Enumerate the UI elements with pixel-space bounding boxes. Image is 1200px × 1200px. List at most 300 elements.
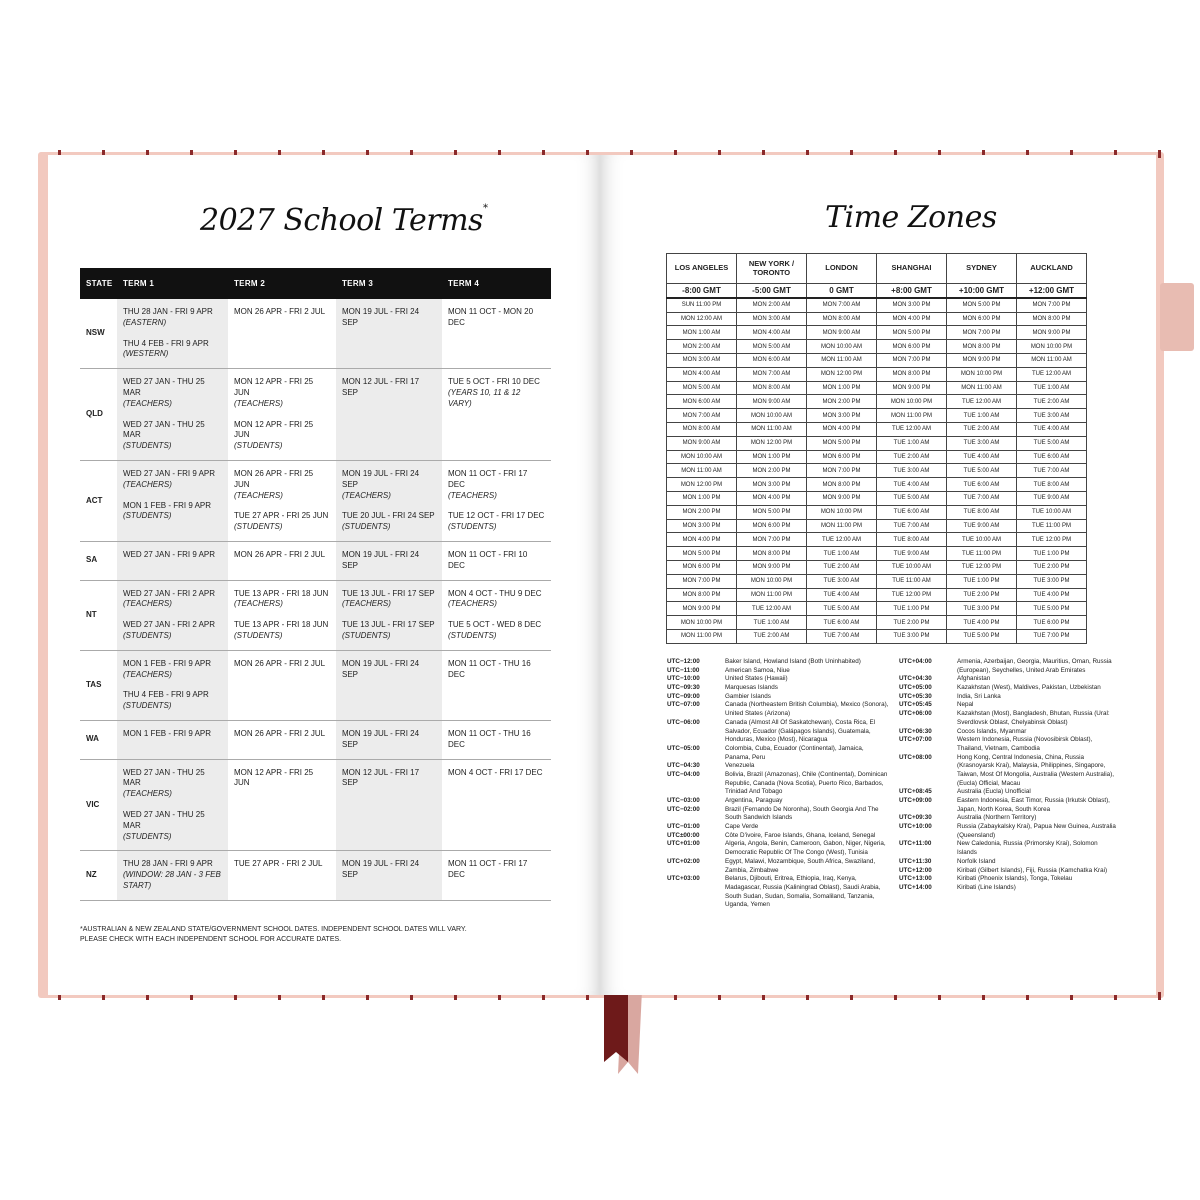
utc-offset: UTC−02:00: [667, 805, 700, 813]
utc-places: Kiribati (Phoenix Islands), Tonga, Tokelau: [957, 875, 1073, 883]
utc-offset: UTC+05:00: [899, 684, 932, 692]
utc-places: Kiribati (Gilbert Islands), Fiji, Russia (Kamchatka Krai): [957, 866, 1108, 874]
time-cell: TUE 8:00 AM: [877, 533, 947, 547]
term-dates: MON 1 FEB - FRI 9 APR: [123, 500, 212, 510]
time-cell: MON 10:00 PM: [737, 574, 807, 588]
term-entry: [342, 469, 436, 501]
term-cell: [442, 759, 551, 851]
utc-offset: UTC+14:00: [899, 883, 932, 891]
time-cell: MON 4:00 PM: [667, 533, 737, 547]
term-note: (STUDENTS): [123, 701, 172, 711]
time-zones-title: Time Zones: [825, 200, 997, 235]
term-entry: [123, 469, 222, 491]
term-note: (STUDENTS): [448, 522, 497, 532]
time-cell: MON 5:00 PM: [667, 547, 737, 561]
term-dates: MON 11 OCT - THU 16 DEC: [448, 658, 531, 679]
term-dates: WED 27 JAN - FRI 9 APR: [123, 468, 216, 478]
time-cell: MON 7:00 AM: [667, 409, 737, 423]
utc-entry: [667, 667, 889, 676]
term-note: (WINDOW: 28 JAN - 3 FEB START): [123, 870, 221, 890]
time-cell: TUE 8:00 AM: [1017, 478, 1087, 492]
term-dates: TUE 27 APR - FRI 25 JUN: [234, 511, 329, 521]
utc-places: Brazil (Fernando De Noronha), South Georgia And The South Sandwich Islands: [725, 805, 879, 822]
term-entry: [123, 339, 222, 361]
term-entry: [123, 690, 222, 712]
term-entry: [342, 620, 436, 642]
time-cell: MON 10:00 AM: [807, 340, 877, 354]
utc-places: Côte D'ivoire, Faroe Islands, Ghana, Iceland, Senegal: [725, 831, 876, 839]
city-header: AUCKLAND: [1017, 254, 1087, 284]
time-cell: MON 3:00 PM: [667, 519, 737, 533]
term-cell: [442, 580, 551, 650]
utc-offset: UTC−07:00: [667, 701, 700, 709]
term-entry: [123, 589, 222, 611]
term-note: (STUDENTS): [234, 630, 283, 640]
school-terms-table: [80, 268, 551, 901]
time-cell: MON 7:00 PM: [877, 353, 947, 367]
utc-entry: [899, 701, 1117, 710]
term-dates: MON 26 APR - FRI 2 JUL: [234, 728, 326, 738]
time-cell: TUE 12:00 PM: [1017, 533, 1087, 547]
time-row: [667, 422, 1087, 436]
school-terms-header-row: [80, 268, 551, 299]
utc-places: Australia (Eucla) Unofficial: [957, 788, 1031, 796]
time-cell: MON 5:00 PM: [947, 298, 1017, 312]
time-cell: MON 3:00 PM: [877, 298, 947, 312]
term-entry: [342, 550, 436, 572]
utc-offset: UTC+07:00: [899, 736, 932, 744]
time-cell: MON 2:00 AM: [737, 298, 807, 312]
time-cell: MON 11:00 PM: [807, 519, 877, 533]
term-dates: MON 11 OCT - MON 20 DEC: [448, 307, 534, 327]
utc-offset: UTC+12:00: [899, 866, 932, 874]
time-row: [667, 381, 1087, 395]
utc-offset: UTC−09:30: [667, 684, 700, 692]
time-row: [667, 353, 1087, 367]
term-cell: [228, 720, 336, 759]
time-cell: TUE 3:00 AM: [947, 436, 1017, 450]
time-zones-city-row: [667, 254, 1087, 284]
utc-places: Canada (Almost All Of Saskatchewan), Costa Rica, El Salvador, Ecuador (Galápagos Islands), Guatemala, Honduras, Mexico (Most), Nicaragua: [725, 718, 876, 744]
time-cell: TUE 3:00 AM: [807, 574, 877, 588]
school-terms-row: [80, 299, 551, 369]
header-term-1: TERM 1: [117, 268, 228, 299]
time-cell: TUE 5:00 AM: [947, 464, 1017, 478]
term-dates: TUE 20 JUL - FRI 24 SEP: [342, 511, 435, 521]
footnote-line-1: *AUSTRALIAN & NEW ZEALAND STATE/GOVERNMENT SCHOOL DATES. INDEPENDENT SCHOOL DATES WILL VARY.: [80, 926, 467, 933]
term-note: (TEACHERS): [234, 599, 283, 609]
time-cell: TUE 12:00 AM: [947, 395, 1017, 409]
utc-entry: [899, 867, 1117, 876]
city-header: NEW YORK / TORONTO: [737, 254, 807, 284]
utc-entry: [899, 797, 1117, 814]
term-note: (STUDENTS): [448, 630, 497, 640]
gmt-offset-cell: +8:00 GMT: [877, 284, 947, 298]
utc-places: Kazakhstan (West), Maldives, Pakistan, Uzbekistan: [957, 684, 1101, 692]
term-cell: [228, 299, 336, 369]
school-terms-title: [200, 203, 487, 238]
term-note: (STUDENTS): [342, 630, 391, 640]
term-dates: MON 4 OCT - THU 9 DEC: [448, 588, 542, 598]
term-cell: [336, 299, 442, 369]
time-row: [667, 629, 1087, 643]
time-cell: MON 9:00 PM: [877, 381, 947, 395]
term-cell: [228, 580, 336, 650]
term-cell: [228, 650, 336, 720]
term-entry: [342, 859, 436, 881]
time-row: [667, 464, 1087, 478]
term-dates: MON 26 APR - FRI 2 JUL: [234, 307, 326, 316]
term-entry: [342, 729, 436, 751]
time-cell: MON 5:00 PM: [737, 505, 807, 519]
time-cell: MON 1:00 PM: [667, 491, 737, 505]
utc-entry: [899, 675, 1117, 684]
utc-entry: [667, 762, 889, 771]
utc-places: Argentina, Paraguay: [725, 797, 783, 804]
utc-entry: [899, 858, 1117, 867]
time-row: [667, 616, 1087, 630]
time-cell: MON 10:00 PM: [667, 616, 737, 630]
term-cell: [442, 369, 551, 461]
time-cell: TUE 5:00 AM: [1017, 436, 1087, 450]
term-dates: TUE 12 OCT - FRI 17 DEC: [448, 511, 545, 521]
time-cell: TUE 1:00 PM: [1017, 547, 1087, 561]
utc-entry: [667, 745, 889, 762]
time-cell: MON 8:00 PM: [807, 478, 877, 492]
time-cell: TUE 2:00 PM: [947, 588, 1017, 602]
term-dates: MON 19 JUL - FRI 24 SEP: [342, 468, 420, 489]
time-cell: TUE 10:00 AM: [1017, 505, 1087, 519]
utc-places: Nepal: [957, 701, 974, 709]
time-row: [667, 505, 1087, 519]
time-cell: MON 1:00 PM: [737, 450, 807, 464]
time-cell: MON 5:00 AM: [737, 340, 807, 354]
utc-offset: UTC+11:00: [899, 840, 932, 848]
state-cell: NT: [80, 580, 117, 650]
term-cell: [336, 541, 442, 580]
utc-entry: [667, 684, 889, 693]
term-note: (STUDENTS): [123, 511, 172, 521]
time-cell: TUE 12:00 AM: [877, 422, 947, 436]
term-dates: THU 28 JAN - FRI 9 APR: [123, 307, 213, 316]
time-cell: MON 9:00 AM: [737, 395, 807, 409]
time-cell: MON 6:00 PM: [877, 340, 947, 354]
utc-offset: UTC−01:00: [667, 823, 700, 831]
term-note: (TEACHERS): [123, 669, 172, 679]
utc-entry: [899, 823, 1117, 840]
utc-entry: [899, 684, 1117, 693]
utc-offset: UTC−04:00: [667, 770, 700, 778]
time-row: [667, 588, 1087, 602]
utc-offset: UTC+04:30: [899, 675, 932, 683]
time-row: [667, 312, 1087, 326]
term-note: (YEARS 10, 11 & 12 VARY): [448, 387, 521, 408]
utc-entry: [667, 858, 889, 875]
utc-entry: [667, 797, 889, 806]
term-entry: [123, 810, 222, 842]
state-cell: WA: [80, 720, 117, 759]
term-dates: MON 19 JUL - FRI 24 SEP: [342, 307, 420, 327]
gmt-offset-cell: -8:00 GMT: [667, 284, 737, 298]
term-dates: WED 27 JAN - THU 25 MAR: [123, 767, 205, 788]
term-entry: [123, 377, 222, 409]
school-terms-row: [80, 720, 551, 759]
time-cell: MON 11:00 AM: [737, 422, 807, 436]
term-entry: [234, 307, 330, 318]
term-cell: [336, 369, 442, 461]
utc-places: Hong Kong, Central Indonesia, China, Russia (Krasnoyarsk Krai), Malaysia, Philippines, Singapore, Taiwan, Most Of Mongolia, Australia (Western Australia), (Eucla) Official, Macau: [957, 753, 1115, 787]
utc-offset: UTC−12:00: [667, 658, 700, 665]
utc-entry: [899, 875, 1117, 884]
term-note: (TEACHERS): [342, 490, 391, 500]
utc-offset: UTC−11:00: [667, 666, 700, 674]
time-row: [667, 491, 1087, 505]
time-cell: TUE 12:00 AM: [737, 602, 807, 616]
term-cell: [228, 541, 336, 580]
time-cell: MON 9:00 PM: [667, 602, 737, 616]
time-cell: MON 8:00 PM: [1017, 312, 1087, 326]
time-cell: MON 7:00 PM: [807, 464, 877, 478]
utc-places: Russia (Zabaykalsky Krai), Papua New Guinea, Australia (Queensland): [957, 823, 1116, 839]
time-cell: TUE 1:00 PM: [947, 574, 1017, 588]
time-cell: TUE 2:00 AM: [1017, 395, 1087, 409]
term-cell: [442, 460, 551, 541]
utc-entry: [667, 719, 889, 745]
utc-entry: [899, 693, 1117, 702]
utc-entry: [899, 814, 1117, 823]
time-cell: MON 6:00 AM: [737, 353, 807, 367]
term-cell: [228, 759, 336, 851]
term-dates: WED 27 JAN - THU 25 MAR: [123, 419, 205, 440]
time-cell: TUE 3:00 AM: [1017, 409, 1087, 423]
time-cell: MON 3:00 PM: [737, 478, 807, 492]
term-entry: [448, 729, 545, 751]
utc-entry: [667, 658, 889, 667]
time-cell: TUE 4:00 AM: [1017, 422, 1087, 436]
time-cell: MON 9:00 AM: [667, 436, 737, 450]
gmt-offset-cell: 0 GMT: [807, 284, 877, 298]
page-tab-marker[interactable]: [1160, 283, 1194, 351]
term-cell: [442, 851, 551, 900]
time-cell: TUE 3:00 PM: [1017, 574, 1087, 588]
utc-places: United States (Hawaii): [725, 675, 788, 683]
time-cell: MON 10:00 AM: [737, 409, 807, 423]
term-note: (STUDENTS): [123, 630, 172, 640]
utc-offset: UTC+04:00: [899, 658, 932, 665]
time-cell: MON 8:00 AM: [737, 381, 807, 395]
term-entry: [123, 768, 222, 800]
state-cell: SA: [80, 541, 117, 580]
time-cell: TUE 4:00 AM: [807, 588, 877, 602]
term-entry: [123, 307, 222, 329]
utc-offset: UTC−09:00: [667, 692, 700, 700]
term-cell: [442, 650, 551, 720]
time-cell: TUE 6:00 AM: [877, 505, 947, 519]
term-cell: [336, 650, 442, 720]
term-dates: TUE 13 JUL - FRI 17 SEP: [342, 620, 435, 630]
time-cell: TUE 1:00 AM: [737, 616, 807, 630]
term-note: (TEACHERS): [342, 599, 391, 609]
time-cell: MON 5:00 AM: [667, 381, 737, 395]
time-cell: TUE 3:00 AM: [877, 464, 947, 478]
term-cell: [117, 460, 228, 541]
header-state: STATE: [80, 268, 117, 299]
time-cell: TUE 7:00 AM: [1017, 464, 1087, 478]
utc-places: Norfolk Island: [957, 857, 996, 865]
time-cell: TUE 11:00 PM: [947, 547, 1017, 561]
term-cell: [442, 720, 551, 759]
time-cell: TUE 1:00 AM: [1017, 381, 1087, 395]
time-cell: MON 3:00 PM: [807, 409, 877, 423]
time-cell: TUE 10:00 AM: [877, 560, 947, 574]
term-entry: [123, 620, 222, 642]
term-entry: [234, 550, 330, 561]
term-dates: TUE 13 APR - FRI 18 JUN: [234, 620, 329, 630]
utc-offset: UTC−04:30: [667, 762, 700, 770]
time-cell: MON 8:00 PM: [947, 340, 1017, 354]
term-entry: [123, 659, 222, 681]
term-entry: [234, 859, 330, 870]
term-note: (TEACHERS): [448, 490, 497, 500]
term-entry: [342, 511, 436, 533]
term-dates: WED 27 JAN - FRI 9 APR: [123, 549, 216, 559]
time-cell: TUE 4:00 PM: [1017, 588, 1087, 602]
header-term-4: TERM 4: [442, 268, 551, 299]
term-entry: [234, 469, 330, 501]
utc-entry: [899, 710, 1117, 727]
time-cell: MON 9:00 PM: [807, 491, 877, 505]
school-terms-row: [80, 650, 551, 720]
time-cell: TUE 9:00 AM: [947, 519, 1017, 533]
time-cell: MON 2:00 AM: [667, 340, 737, 354]
utc-places: Venezuela: [725, 762, 755, 770]
term-cell: [228, 851, 336, 900]
utc-offset: UTC+10:00: [899, 823, 932, 831]
utc-offset: UTC+06:30: [899, 727, 932, 735]
time-cell: MON 9:00 PM: [1017, 326, 1087, 340]
term-dates: MON 4 OCT - FRI 17 DEC: [448, 767, 543, 777]
time-cell: MON 11:00 AM: [1017, 353, 1087, 367]
term-entry: [123, 550, 222, 561]
time-cell: TUE 3:00 PM: [947, 602, 1017, 616]
utc-places: India, Sri Lanka: [957, 692, 1001, 700]
time-cell: MON 12:00 PM: [737, 436, 807, 450]
utc-offset: UTC−10:00: [667, 675, 700, 683]
term-dates: TUE 5 OCT - FRI 10 DEC: [448, 377, 540, 387]
utc-places: Eastern Indonesia, East Timor, Russia (Irkutsk Oblast), Japan, North Korea, South Korea: [957, 797, 1110, 813]
utc-offset: UTC+02:00: [667, 857, 700, 865]
time-cell: TUE 2:00 AM: [877, 450, 947, 464]
term-entry: [448, 307, 545, 329]
term-cell: [336, 720, 442, 759]
gmt-offset-cell: +10:00 GMT: [947, 284, 1017, 298]
utc-places: Cape Verde: [725, 823, 759, 831]
term-entry: [123, 501, 222, 523]
utc-offset: UTC−05:00: [667, 744, 700, 752]
time-cell: MON 11:00 PM: [877, 409, 947, 423]
time-cell: MON 10:00 PM: [1017, 340, 1087, 354]
burgundy-ribbon[interactable]: [604, 990, 628, 1062]
time-cell: MON 12:00 PM: [667, 478, 737, 492]
time-row: [667, 367, 1087, 381]
term-dates: MON 11 OCT - FRI 17 DEC: [448, 468, 528, 489]
term-dates: MON 12 JUL - FRI 17 SEP: [342, 377, 420, 397]
time-cell: MON 6:00 PM: [667, 560, 737, 574]
time-cell: MON 1:00 PM: [807, 381, 877, 395]
ribbon-bookmarks[interactable]: [598, 990, 668, 1080]
time-cell: TUE 5:00 AM: [807, 602, 877, 616]
time-cell: MON 6:00 PM: [947, 312, 1017, 326]
time-cell: TUE 1:00 AM: [877, 436, 947, 450]
term-entry: [123, 729, 222, 740]
term-note: (TEACHERS): [234, 398, 283, 408]
utc-entry: [667, 771, 889, 797]
term-note: (STUDENTS): [234, 522, 283, 532]
state-cell: VIC: [80, 759, 117, 851]
term-dates: MON 1 FEB - FRI 9 APR: [123, 728, 212, 738]
time-cell: MON 7:00 PM: [667, 574, 737, 588]
term-dates: MON 12 APR - FRI 25 JUN: [234, 767, 314, 788]
utc-places: Marquesas Islands: [725, 684, 778, 692]
term-note: (TEACHERS): [123, 479, 172, 489]
time-cell: MON 6:00 PM: [807, 450, 877, 464]
time-cell: TUE 6:00 AM: [807, 616, 877, 630]
time-cell: MON 10:00 PM: [947, 367, 1017, 381]
time-cell: TUE 9:00 AM: [1017, 491, 1087, 505]
term-entry: [448, 550, 545, 572]
utc-places: Afghanistan: [957, 675, 991, 683]
term-entry: [448, 511, 545, 533]
term-dates: MON 12 APR - FRI 25 JUN: [234, 419, 314, 440]
term-entry: [342, 307, 436, 329]
term-note: (STUDENTS): [342, 522, 391, 532]
time-cell: MON 11:00 PM: [667, 629, 737, 643]
time-cell: TUE 4:00 AM: [947, 450, 1017, 464]
time-cell: MON 9:00 PM: [737, 560, 807, 574]
time-cell: MON 7:00 PM: [947, 326, 1017, 340]
term-entry: [234, 420, 330, 452]
time-cell: MON 6:00 PM: [737, 519, 807, 533]
time-cell: TUE 10:00 AM: [947, 533, 1017, 547]
time-cell: MON 7:00 AM: [737, 367, 807, 381]
city-header: LONDON: [807, 254, 877, 284]
term-cell: [117, 369, 228, 461]
utc-places: Cocos Islands, Myanmar: [957, 727, 1027, 735]
utc-entry: [667, 806, 889, 823]
term-dates: TUE 13 APR - FRI 18 JUN: [234, 588, 329, 598]
school-terms-row: [80, 759, 551, 851]
term-entry: [234, 589, 330, 611]
term-dates: TUE 13 JUL - FRI 17 SEP: [342, 588, 435, 598]
term-entry: [448, 768, 545, 779]
term-entry: [342, 377, 436, 399]
time-row: [667, 547, 1087, 561]
utc-offset: UTC+08:00: [899, 753, 932, 761]
time-row: [667, 326, 1087, 340]
time-cell: TUE 5:00 PM: [1017, 602, 1087, 616]
utc-offset: UTC+09:00: [899, 797, 932, 804]
time-cell: MON 6:00 AM: [667, 395, 737, 409]
utc-places: Belarus, Djibouti, Eritrea, Ethiopia, Iraq, Kenya, Madagascar, Russia (Kaliningrad Oblast), Saudi Arabia, South Sudan, Sudan, Somalia, Somaliland, Tanzania, Uganda, Yemen: [725, 875, 881, 909]
time-zones-body: [667, 284, 1087, 644]
time-row: [667, 395, 1087, 409]
utc-offset: UTC+01:00: [667, 840, 700, 848]
term-entry: [342, 589, 436, 611]
utc-entry: [667, 693, 889, 702]
term-dates: MON 11 OCT - FRI 17 DEC: [448, 859, 528, 880]
term-cell: [117, 580, 228, 650]
time-cell: MON 4:00 PM: [737, 491, 807, 505]
